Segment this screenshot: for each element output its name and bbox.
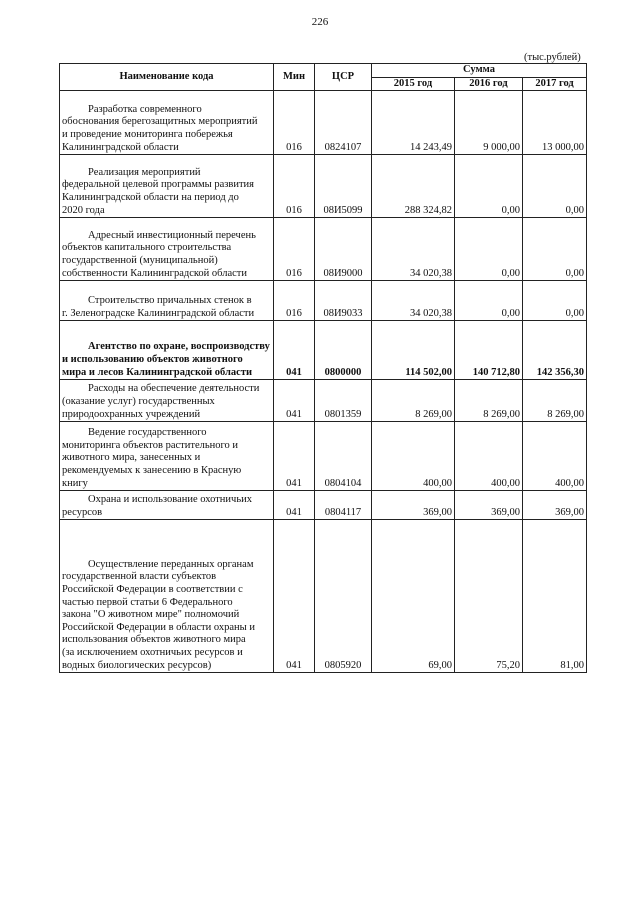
- row-value-2016: 8 269,00: [455, 380, 523, 422]
- row-csr: 0804117: [315, 491, 372, 520]
- row-min: 041: [274, 520, 315, 673]
- table-row: [60, 281, 587, 321]
- row-name: [60, 520, 274, 673]
- row-name: [60, 281, 274, 321]
- row-value-2017: 81,00: [523, 520, 587, 673]
- row-name-line: обоснования берегозащитных мероприятий: [62, 116, 258, 128]
- row-value-2016: 9 000,00: [455, 91, 523, 155]
- table-row: [60, 218, 587, 281]
- row-csr: 0804104: [315, 422, 372, 491]
- header-min: Мин: [274, 64, 315, 91]
- row-csr: 0800000: [315, 321, 372, 380]
- table-row: [60, 520, 587, 673]
- row-csr: 0824107: [315, 91, 372, 155]
- row-min: 041: [274, 380, 315, 422]
- row-name-line: собственности Калининградской области: [62, 267, 248, 279]
- row-value-2015: 34 020,38: [372, 218, 455, 281]
- row-name: [60, 155, 274, 218]
- row-value-2016: 369,00: [455, 491, 523, 520]
- row-name-line: объектов капитального строительства: [62, 242, 232, 254]
- row-value-2016: 0,00: [455, 155, 523, 218]
- row-value-2017: 142 356,30: [523, 321, 587, 380]
- row-name-line: ресурсов: [62, 506, 103, 518]
- budget-table: [59, 63, 587, 673]
- row-name: [60, 218, 274, 281]
- row-name-line: животного мира, занесенных и: [62, 452, 201, 464]
- row-value-2015: 369,00: [372, 491, 455, 520]
- row-min: 041: [274, 491, 315, 520]
- row-name-line: использования объектов животного мира: [62, 634, 246, 646]
- row-name-line: мира и лесов Калининградской области: [62, 366, 253, 378]
- row-min: 016: [274, 218, 315, 281]
- row-name-line: водных биологических ресурсов): [62, 659, 212, 671]
- row-value-2016: 0,00: [455, 281, 523, 321]
- row-min: 016: [274, 91, 315, 155]
- row-csr: 08И5099: [315, 155, 372, 218]
- row-value-2015: 8 269,00: [372, 380, 455, 422]
- header-name: Наименование кода: [60, 64, 274, 91]
- row-name-line: мониторинга объектов растительного и: [62, 439, 239, 451]
- row-name-line: Разработка современного: [88, 103, 202, 115]
- row-name-line: 2020 года: [62, 204, 105, 216]
- row-value-2017: 8 269,00: [523, 380, 587, 422]
- row-name-line: Калининградской области на период до: [62, 192, 239, 203]
- row-name: [60, 422, 274, 491]
- row-csr: 0801359: [315, 380, 372, 422]
- row-value-2015: 400,00: [372, 422, 455, 491]
- row-name-line: федеральной целевой программы развития: [62, 179, 255, 191]
- row-value-2017: 13 000,00: [523, 91, 587, 155]
- row-name-line: Осуществление переданных органам: [88, 558, 254, 570]
- row-name-line: (оказание услуг) государственных: [62, 396, 215, 407]
- row-name-line: закона "О животном мире" полномочий: [62, 609, 240, 621]
- row-name-line: книгу: [62, 477, 88, 489]
- row-value-2016: 400,00: [455, 422, 523, 491]
- header-csr: ЦСР: [315, 64, 372, 91]
- header-year-2017: 2017 год: [523, 77, 587, 91]
- row-name-line: г. Зеленоградске Калининградской области: [62, 307, 255, 319]
- row-name-line: природоохранных учреждений: [62, 408, 201, 420]
- row-name-line: и проведение мониторинга побережья: [62, 129, 233, 140]
- row-name-line: Расходы на обеспечение деятельности: [88, 383, 260, 395]
- row-name-line: Российской Федерации в соответствии с: [62, 584, 243, 596]
- row-name-line: Калининградской области: [62, 141, 179, 153]
- row-name: [60, 91, 274, 155]
- header-year-2016: 2016 год: [455, 77, 523, 91]
- row-csr: 08И9033: [315, 281, 372, 321]
- row-name-line: государственной власти субъектов: [62, 571, 217, 583]
- row-value-2017: 0,00: [523, 218, 587, 281]
- row-value-2015: 14 243,49: [372, 91, 455, 155]
- row-name-line: Охрана и использование охотничьих: [88, 494, 252, 505]
- row-min: 016: [274, 155, 315, 218]
- row-name: [60, 380, 274, 422]
- table-row: [60, 380, 587, 422]
- row-min: 016: [274, 281, 315, 321]
- row-value-2017: 369,00: [523, 491, 587, 520]
- row-name-line: рекомендуемых к занесению в Красную: [62, 465, 242, 476]
- row-value-2015: 114 502,00: [372, 321, 455, 380]
- table-row: [60, 491, 587, 520]
- row-value-2017: 400,00: [523, 422, 587, 491]
- header-year-2015: 2015 год: [372, 77, 455, 91]
- header-sum: Сумма: [372, 64, 587, 78]
- row-csr: 0805920: [315, 520, 372, 673]
- row-value-2015: 69,00: [372, 520, 455, 673]
- units-label: (тыс.рублей): [524, 52, 581, 63]
- row-name-line: Реализация мероприятий: [88, 166, 201, 178]
- page-number: 226: [311, 16, 329, 28]
- row-name-line: частью первой статьи 6 Федерального: [62, 596, 233, 608]
- row-name: [60, 321, 274, 380]
- table-row: [60, 91, 587, 155]
- row-name-line: Адресный инвестиционный перечень: [88, 229, 256, 241]
- row-name-line: Ведение государственного: [88, 427, 207, 439]
- row-min: 041: [274, 422, 315, 491]
- table-row: [60, 321, 587, 380]
- row-value-2016: 75,20: [455, 520, 523, 673]
- row-name-line: и использованию объектов животного: [62, 354, 243, 365]
- row-value-2017: 0,00: [523, 155, 587, 218]
- row-name-line: Строительство причальных стенок в: [88, 295, 252, 306]
- row-name: [60, 491, 274, 520]
- row-csr: 08И9000: [315, 218, 372, 281]
- table-row: [60, 422, 587, 491]
- row-min: 041: [274, 321, 315, 380]
- row-name-line: государственной (муниципальной): [62, 255, 218, 266]
- row-value-2017: 0,00: [523, 281, 587, 321]
- row-name-line: Агентство по охране, воспроизводству: [88, 341, 270, 353]
- row-value-2015: 34 020,38: [372, 281, 455, 321]
- row-name-line: Российской Федерации в области охраны и: [62, 621, 255, 633]
- row-value-2015: 288 324,82: [372, 155, 455, 218]
- table-row: [60, 155, 587, 218]
- row-value-2016: 0,00: [455, 218, 523, 281]
- row-value-2016: 140 712,80: [455, 321, 523, 380]
- row-name-line: (за исключением охотничьих ресурсов и: [62, 647, 243, 658]
